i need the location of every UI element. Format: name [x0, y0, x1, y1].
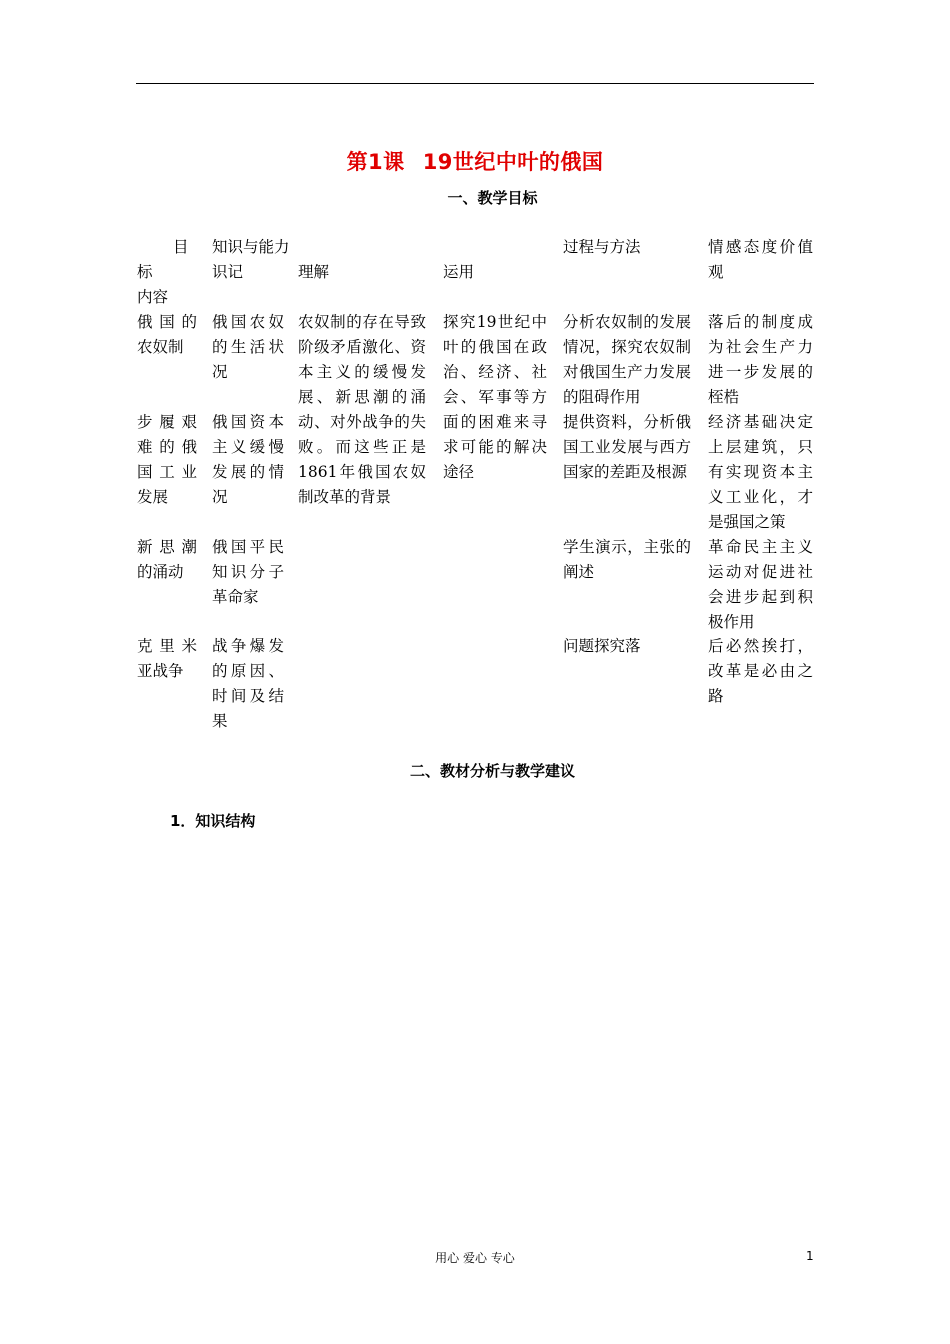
- row-process: 问题探究落: [563, 637, 641, 655]
- corner-line: 标: [137, 263, 153, 281]
- row-recall: 俄国农奴的生活状况: [212, 313, 284, 381]
- row-emotion: 经济基础决定上层建筑，只有实现资本主义工业化，才是强国之策: [708, 413, 813, 531]
- row-process: 分析农奴制的发展情况，探究农奴制对俄国生产力发展的阻碍作用: [563, 313, 691, 406]
- row-process: 学生演示，主张的阐述: [563, 538, 691, 581]
- section-heading-analysis: 二、教材分析与教学建议: [409, 762, 575, 780]
- row-item: 步履艰难的俄国工业发展: [137, 413, 197, 506]
- lesson-topic: 19世纪中叶的俄国: [422, 150, 604, 174]
- apply-cell: 探究19世纪中叶的俄国在政治、经济、社会、军事等方面的困难来寻求可能的解决途径: [443, 313, 547, 481]
- header-recall: 识记: [212, 263, 244, 281]
- row-emotion: 落后的制度成为社会生产力进一步发展的桎梏: [708, 313, 813, 406]
- row-item: 克里米亚战争: [137, 637, 197, 680]
- understand-cell: 农奴制的存在导致阶级矛盾激化、资本主义的缓慢发展、新思潮的涌动、对外战争的失败。而这些正是1861年俄国农奴制改革的背景: [298, 313, 426, 506]
- table-corner: [137, 235, 197, 310]
- row-item: 新思潮的涌动: [137, 538, 197, 581]
- lesson-number: 第1课: [346, 150, 405, 174]
- header-rule: [136, 83, 814, 84]
- row-recall: 战争爆发的原因、时间及结果: [212, 637, 284, 730]
- lesson-title: [0, 146, 950, 176]
- row-recall: 俄国资本主义缓慢发展的情况: [212, 413, 284, 506]
- section-heading-goals: 一、教学目标: [447, 189, 538, 207]
- subsection-heading-structure: 1．知识结构: [170, 812, 256, 830]
- row-emotion: 革命民主主义运动对促进社会进步起到积极作用: [708, 538, 813, 631]
- corner-line: 目: [173, 238, 189, 256]
- page-footer: 用心 爱心 专心: [435, 1251, 515, 1265]
- header-process: 过程与方法: [563, 238, 641, 256]
- header-emotion: 情感态度价值观: [708, 238, 813, 281]
- header-knowledge: 知识与能力: [212, 238, 290, 256]
- row-emotion: 后必然挨打，改革是必由之路: [708, 637, 813, 705]
- header-apply: 运用: [443, 263, 475, 281]
- row-process: 提供资料，分析俄国工业发展与西方国家的差距及根源: [563, 413, 691, 481]
- page-number: 1: [806, 1249, 814, 1263]
- header-understand: 理解: [298, 263, 330, 281]
- row-recall: 俄国平民知识分子革命家: [212, 538, 284, 606]
- row-item: 俄国的农奴制: [137, 313, 197, 356]
- corner-line: 内容: [137, 288, 169, 306]
